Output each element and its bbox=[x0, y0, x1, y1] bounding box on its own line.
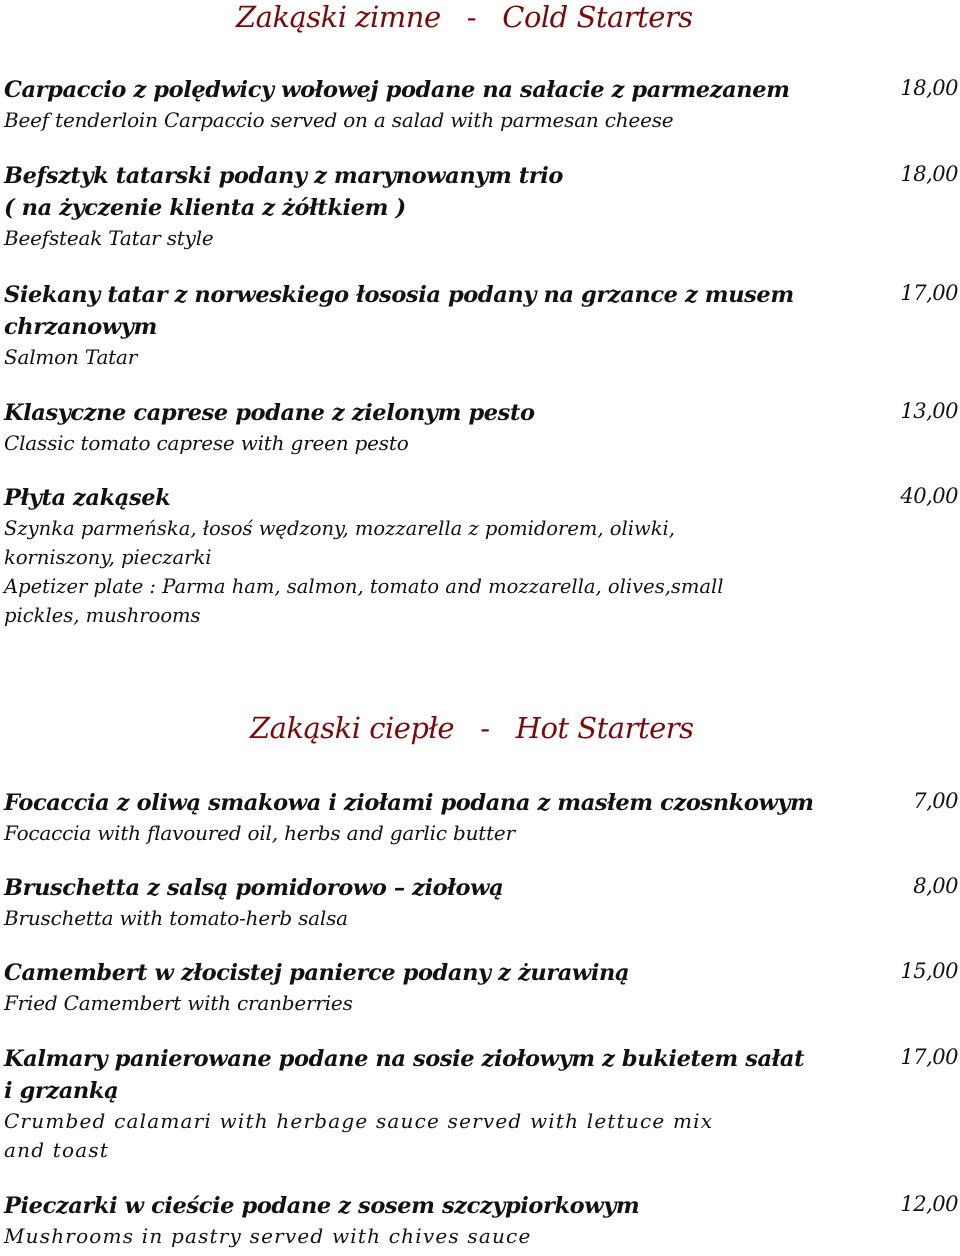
dish-price: 17,00 bbox=[900, 1045, 958, 1069]
dish-name-en: Mushrooms in pastry served with chives sauce bbox=[4, 1224, 532, 1248]
menu-item bbox=[4, 872, 860, 933]
dish-price: 18,00 bbox=[900, 76, 958, 100]
menu-item bbox=[4, 74, 860, 135]
menu-item bbox=[4, 1043, 860, 1165]
dish-price: 13,00 bbox=[900, 399, 958, 423]
menu-item bbox=[4, 279, 860, 372]
dish-name-pl: Siekany tatar z norweskiego łososia podany na grzance z musem bbox=[4, 282, 794, 308]
menu-item bbox=[4, 1190, 860, 1251]
dish-name-en: Classic tomato caprese with green pesto bbox=[4, 431, 409, 455]
dish-name-en: Bruschetta with tomato-herb salsa bbox=[4, 906, 348, 930]
dish-name-pl: Focaccia z oliwą smakowa i ziołami podana z masłem czosnkowym bbox=[4, 790, 814, 816]
dish-name-pl: Bruschetta z salsą pomidorowo – ziołową bbox=[4, 875, 504, 901]
dish-price: 7,00 bbox=[913, 789, 958, 813]
menu-item bbox=[4, 787, 860, 848]
dish-name-pl: Klasyczne caprese podane z zielonym pesto bbox=[4, 400, 535, 426]
hot-starters-title: Zakąski ciepłe - Hot Starters bbox=[250, 711, 694, 745]
dish-price: 40,00 bbox=[900, 484, 958, 508]
dish-price: 8,00 bbox=[913, 874, 958, 898]
menu-item bbox=[4, 957, 860, 1018]
dish-price: 15,00 bbox=[900, 959, 958, 983]
dish-description-en-cont: pickles, mushrooms bbox=[4, 604, 201, 627]
dish-name-en: Fried Camembert with cranberries bbox=[4, 991, 353, 1015]
menu-item bbox=[4, 160, 860, 253]
dish-name-en: Focaccia with flavoured oil, herbs and garlic butter bbox=[4, 821, 515, 845]
menu-item bbox=[4, 482, 860, 630]
dish-name-en: Crumbed calamari with herbage sauce served with lettuce mix bbox=[4, 1109, 714, 1133]
cold-starters-title: Zakąski zimne - Cold Starters bbox=[236, 0, 693, 34]
dish-price: 12,00 bbox=[900, 1192, 958, 1216]
dish-name-en: Salmon Tatar bbox=[4, 345, 138, 369]
dish-name-en-cont: and toast bbox=[4, 1138, 110, 1162]
dish-name-pl-cont: chrzanowym bbox=[4, 314, 157, 340]
dish-price: 18,00 bbox=[900, 162, 958, 186]
dish-name-pl: Kalmary panierowane podane na sosie ziołowym z bukietem sałat bbox=[4, 1046, 805, 1072]
dish-description-en: Apetizer plate : Parma ham, salmon, tomato and mozzarella, olives,small bbox=[4, 575, 724, 598]
dish-price: 17,00 bbox=[900, 281, 958, 305]
dish-name-pl-note: ( na życzenie klienta z żółtkiem ) bbox=[4, 195, 406, 221]
dish-name-pl-cont: i grzanką bbox=[4, 1078, 119, 1104]
dish-name-pl: Camembert w złocistej panierce podany z żurawiną bbox=[4, 960, 630, 986]
dish-name-pl: Pieczarki w cieście podane z sosem szczypiorkowym bbox=[4, 1193, 640, 1219]
dish-name-en: Beefsteak Tatar style bbox=[4, 226, 214, 250]
dish-description-pl-cont: korniszony, pieczarki bbox=[4, 546, 212, 569]
dish-name-en: Beef tenderloin Carpaccio served on a salad with parmesan cheese bbox=[4, 108, 674, 132]
dish-description-pl: Szynka parmeńska, łosoś wędzony, mozzarella z pomidorem, oliwki, bbox=[4, 517, 675, 540]
dish-name-pl: Befsztyk tatarski podany z marynowanym trio bbox=[4, 163, 564, 189]
menu-item bbox=[4, 397, 860, 458]
dish-name-pl: Carpaccio z polędwicy wołowej podane na sałacie z parmezanem bbox=[4, 77, 790, 103]
dish-name-pl: Płyta zakąsek bbox=[4, 485, 171, 511]
